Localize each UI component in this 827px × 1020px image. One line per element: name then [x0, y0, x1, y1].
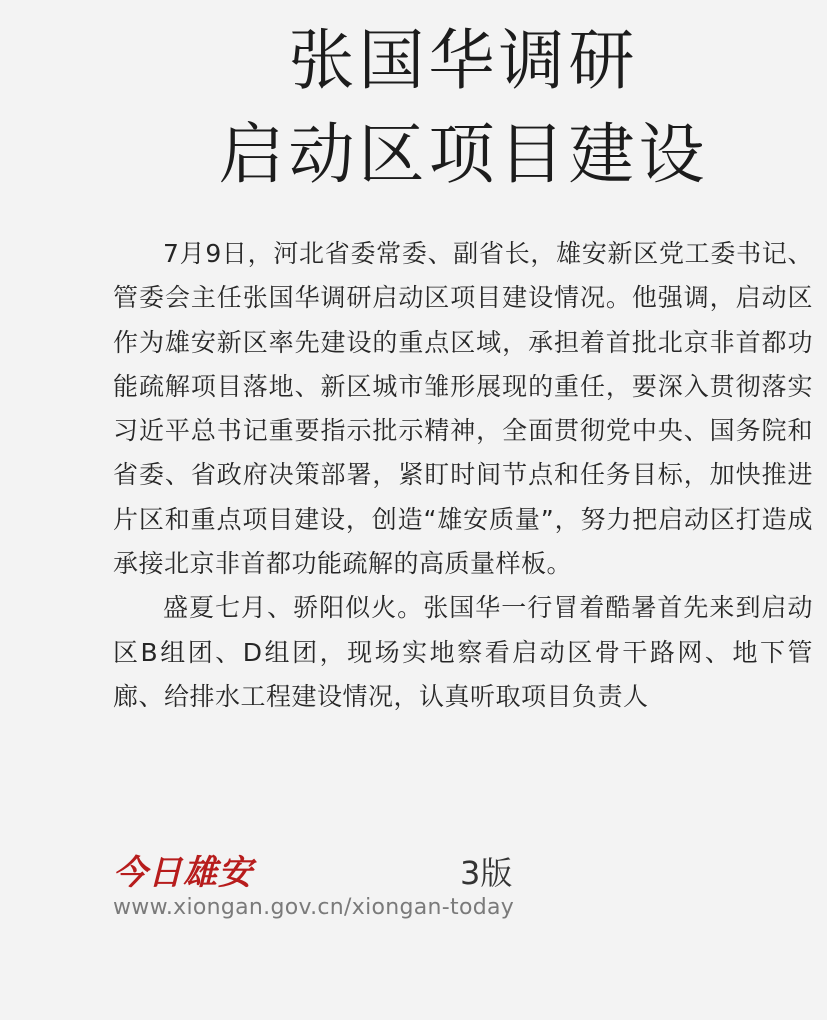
- article-title-line-1: 张国华调研: [288, 22, 639, 99]
- article-paragraph-2: 盛夏七月、骄阳似火。张国华一行冒着酷暑首先来到启动区B组团、D组团，现场实地察看启动区骨干路网、地下管廊、给排水工程建设情况，认真听取项目负责人: [113, 593, 813, 711]
- page-number-label: 3版: [460, 854, 513, 892]
- article-title-line-2: 启动区项目建设: [218, 116, 709, 193]
- article-paragraph-1: 7月9日，河北省委常委、副省长，雄安新区党工委书记、管委会主任张国华调研启动区项目建设情况。他强调，启动区作为雄安新区率先建设的重点区域，承担着首批北京非首都功能疏解项目落地、新区城市雏形展现的重任，要深入贯彻落实习近平总书记重要指示批示精神，全面贯彻党中央、国务院和省委、省政府决策部署，紧盯时间节点和任务目标，加快推进片区和重点项目建设，创造“雄安质量”，努力把启动区打造成承接北京非首都功能疏解的高质量样板。: [113, 239, 813, 579]
- article-body: [113, 232, 813, 719]
- page-footer: [113, 850, 533, 930]
- publication-logo: 今日雄安: [113, 853, 253, 893]
- publication-url: www.xiongan.gov.cn/xiongan-today: [113, 895, 515, 920]
